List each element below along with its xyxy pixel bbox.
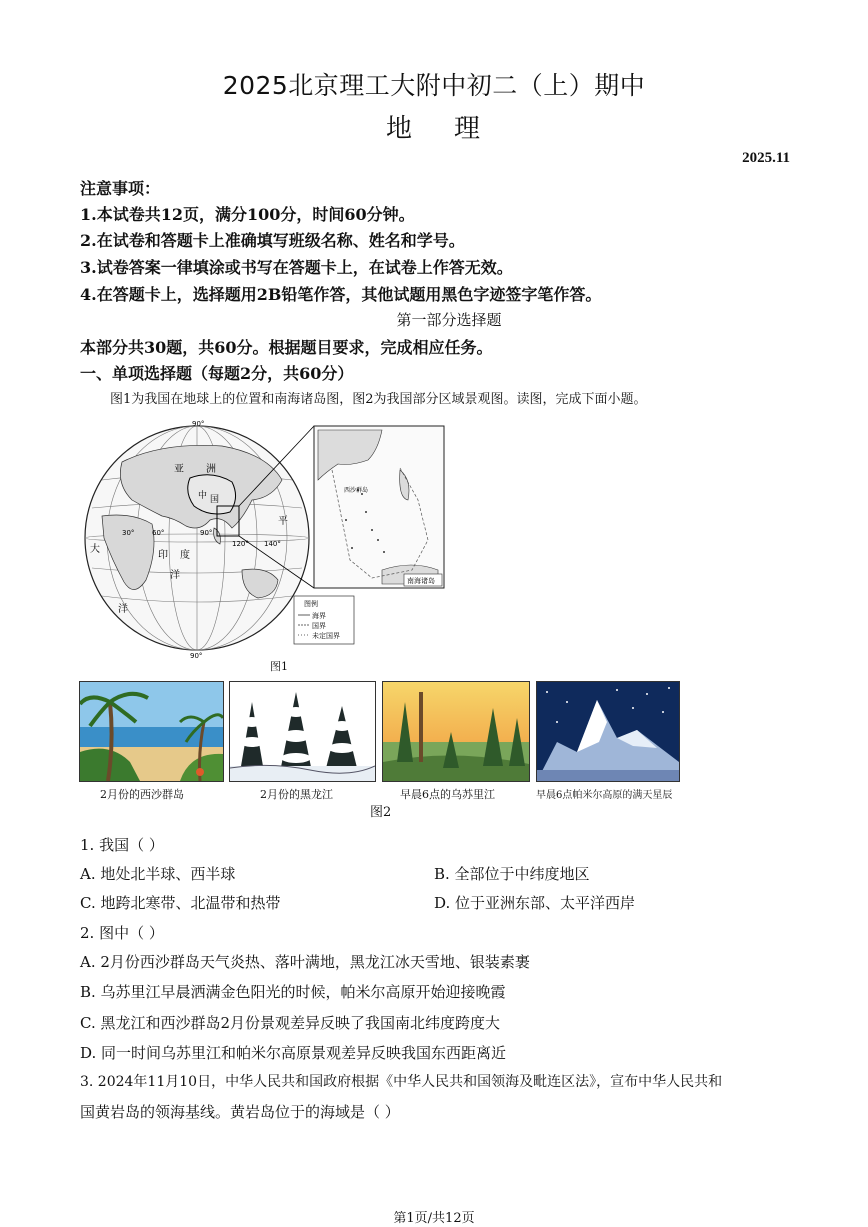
notice-item-1: 1.本试卷共12页，满分100分，时间60分钟。: [80, 205, 415, 224]
legend-title: 图例: [304, 600, 318, 608]
exam-date: 2025.11: [742, 150, 790, 166]
legend-item-1: 海界: [312, 612, 326, 620]
panel-xisha-image: [79, 681, 224, 782]
page-title: 2025北京理工大附中初二（上）期中: [222, 71, 646, 100]
question-1-option-c: C. 地跨北寒带、北温带和热带: [80, 894, 281, 912]
panel-caption-1: 2月份的西沙群岛: [100, 788, 184, 801]
subject-title: 地理: [385, 114, 522, 144]
legend-item-3: 未定国界: [312, 632, 340, 640]
part1-title: 第一部分选择题: [396, 311, 502, 329]
map-label-zhong: 中: [198, 491, 208, 501]
inset-place-label: 西沙群岛: [344, 487, 369, 494]
notice-item-3: 3.试卷答案一律填涂或书写在答题卡上，在试卷上作答无效。: [80, 258, 513, 277]
question-1-option-a: A. 地处北半球、西半球: [80, 865, 236, 883]
figure-intro: 图1为我国在地球上的位置和南海诸岛图，图2为我国部分区域景观图。读图，完成下面小题。: [110, 392, 647, 407]
map-label-ya: 亚: [174, 464, 184, 475]
lon-label-1: 30°: [122, 529, 135, 537]
question-2-option-b: B. 乌苏里江早晨洒满金色阳光的时候，帕米尔高原开始迎接晚霞: [80, 983, 506, 1001]
question-1-option-d: D. 位于亚洲东部、太平洋西岸: [434, 894, 636, 912]
panel-caption-4: 早晨6点帕米尔高原的满天星辰: [536, 790, 673, 801]
panel-pamir-image: [536, 681, 680, 782]
page-footer: 第1页/共12页: [393, 1211, 475, 1226]
question-1-stem: 1. 我国（ ）: [80, 836, 164, 854]
lon-label-4: 120°: [232, 540, 249, 548]
map-label-ping: 平: [278, 516, 288, 527]
lon-label-5: 140°: [264, 540, 281, 548]
map-label-du: 度: [180, 550, 190, 561]
panel-wusuli-image: [382, 681, 530, 782]
map-label-yin: 印: [158, 550, 168, 561]
figure1-map: [82, 420, 452, 660]
question-2-option-a: A. 2月份西沙群岛天气炎热、落叶满地，黑龙江冰天雪地、银装素裹: [80, 953, 530, 971]
section-heading: 一、单项选择题（每题2分，共60分）: [80, 364, 354, 383]
notice-item-2: 2.在试卷和答题卡上准确填写班级名称、姓名和学号。: [80, 231, 465, 250]
map-label-yang2: 洋: [118, 604, 128, 615]
question-3-stem-line2: 国黄岩岛的领海基线。黄岩岛位于的海域是（ ）: [80, 1103, 400, 1121]
map-label-guo: 国: [210, 495, 220, 505]
part1-desc: 本部分共30题，共60分。根据题目要求，完成相应任务。: [80, 338, 493, 357]
question-2-option-d: D. 同一时间乌苏里江和帕米尔高原景观差异反映我国东西距离近: [80, 1044, 507, 1062]
figure1-caption: 图1: [270, 660, 288, 673]
question-2-option-c: C. 黑龙江和西沙群岛2月份景观差异反映了我国南北纬度跨度大: [80, 1014, 501, 1032]
map-label-zhou: 洲: [206, 464, 216, 475]
question-1-option-b: B. 全部位于中纬度地区: [434, 865, 590, 883]
inset-label: 南海诸岛: [407, 577, 435, 585]
notice-heading: 注意事项：: [80, 179, 161, 198]
lat-bottom-label: 90°: [190, 652, 203, 660]
map-label-da: 大: [90, 544, 100, 555]
lon-label-3: 90°: [200, 529, 213, 537]
lon-label-2: 60°: [152, 529, 165, 537]
question-3-stem-line1: 3. 2024年11月10日，中华人民共和国政府根据《中华人民共和国领海及毗连区法》，宣布中华人民共和: [80, 1074, 723, 1090]
panel-caption-2: 2月份的黑龙江: [260, 788, 333, 801]
figure2-caption: 图2: [370, 805, 392, 820]
panel-caption-3: 早晨6点的乌苏里江: [400, 788, 495, 801]
legend-item-2: 国界: [312, 622, 326, 630]
map-label-yang: 洋: [170, 570, 180, 581]
panel-heilongjiang-image: [229, 681, 376, 782]
notice-item-4: 4.在答题卡上，选择题用2B铅笔作答，其他试题用黑色字迹签字笔作答。: [80, 285, 602, 304]
question-2-stem: 2. 图中（ ）: [80, 924, 164, 942]
lat-top-label: 90°: [192, 420, 205, 428]
